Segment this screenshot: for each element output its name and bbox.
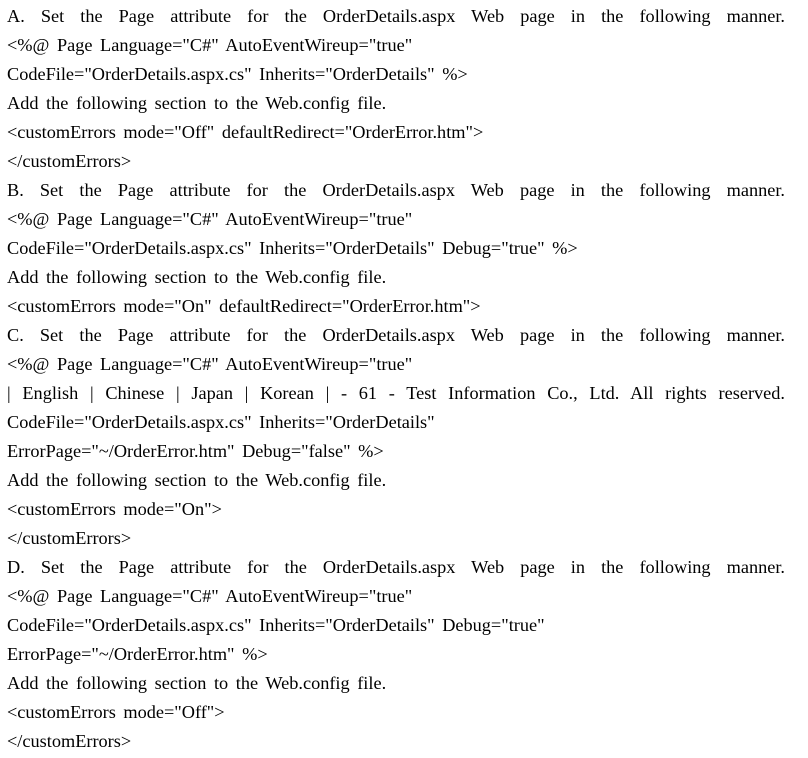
custom-errors-open: <customErrors mode="Off">	[7, 702, 225, 722]
webconfig-instruction: Add the following section to the Web.config file.	[7, 93, 387, 113]
custom-errors-open: <customErrors mode="On">	[7, 499, 222, 519]
codefile-line: CodeFile="OrderDetails.aspx.cs" Inherits="OrderDetails" Debug="true"	[7, 615, 545, 635]
custom-errors-open: <customErrors mode="Off" defaultRedirect="OrderError.htm">	[7, 122, 484, 142]
webconfig-instruction: Add the following section to the Web.config file.	[7, 673, 387, 693]
codefile-line: CodeFile="OrderDetails.aspx.cs" Inherits="OrderDetails" Debug="true" %>	[7, 238, 578, 258]
custom-errors-close: </customErrors>	[7, 528, 132, 548]
errorpage-line: ErrorPage="~/OrderError.htm" %>	[7, 644, 268, 664]
webconfig-instruction: Add the following section to the Web.config file.	[7, 470, 387, 490]
custom-errors-open: <customErrors mode="On" defaultRedirect="OrderError.htm">	[7, 296, 481, 316]
page-directive-line: <%@ Page Language="C#" AutoEventWireup="true"	[7, 209, 413, 229]
page-directive-line: <%@ Page Language="C#" AutoEventWireup="true"	[7, 586, 413, 606]
custom-errors-close: </customErrors>	[7, 731, 132, 751]
errorpage-line: ErrorPage="~/OrderError.htm" Debug="false" %>	[7, 441, 384, 461]
document-body	[7, 0, 797, 756]
page-directive-line: <%@ Page Language="C#" AutoEventWireup="true"	[7, 354, 413, 374]
option-c-heading: C. Set the Page attribute for the OrderDetails.aspx Web page in the following manner.	[7, 325, 785, 345]
option-b-heading: B. Set the Page attribute for the OrderDetails.aspx Web page in the following manner.	[7, 180, 785, 200]
codefile-line: CodeFile="OrderDetails.aspx.cs" Inherits="OrderDetails"	[7, 412, 435, 432]
codefile-line: CodeFile="OrderDetails.aspx.cs" Inherits="OrderDetails" %>	[7, 64, 468, 84]
custom-errors-close: </customErrors>	[7, 151, 132, 171]
option-d-heading: D. Set the Page attribute for the OrderDetails.aspx Web page in the following manner.	[7, 557, 785, 577]
page-footer-line: | English | Chinese | Japan | Korean | - 61 - Test Information Co., Ltd. All rights reserved.	[7, 383, 785, 403]
page-directive-line: <%@ Page Language="C#" AutoEventWireup="true"	[7, 35, 413, 55]
option-a-heading: A. Set the Page attribute for the OrderDetails.aspx Web page in the following manner.	[7, 6, 785, 26]
webconfig-instruction: Add the following section to the Web.config file.	[7, 267, 387, 287]
